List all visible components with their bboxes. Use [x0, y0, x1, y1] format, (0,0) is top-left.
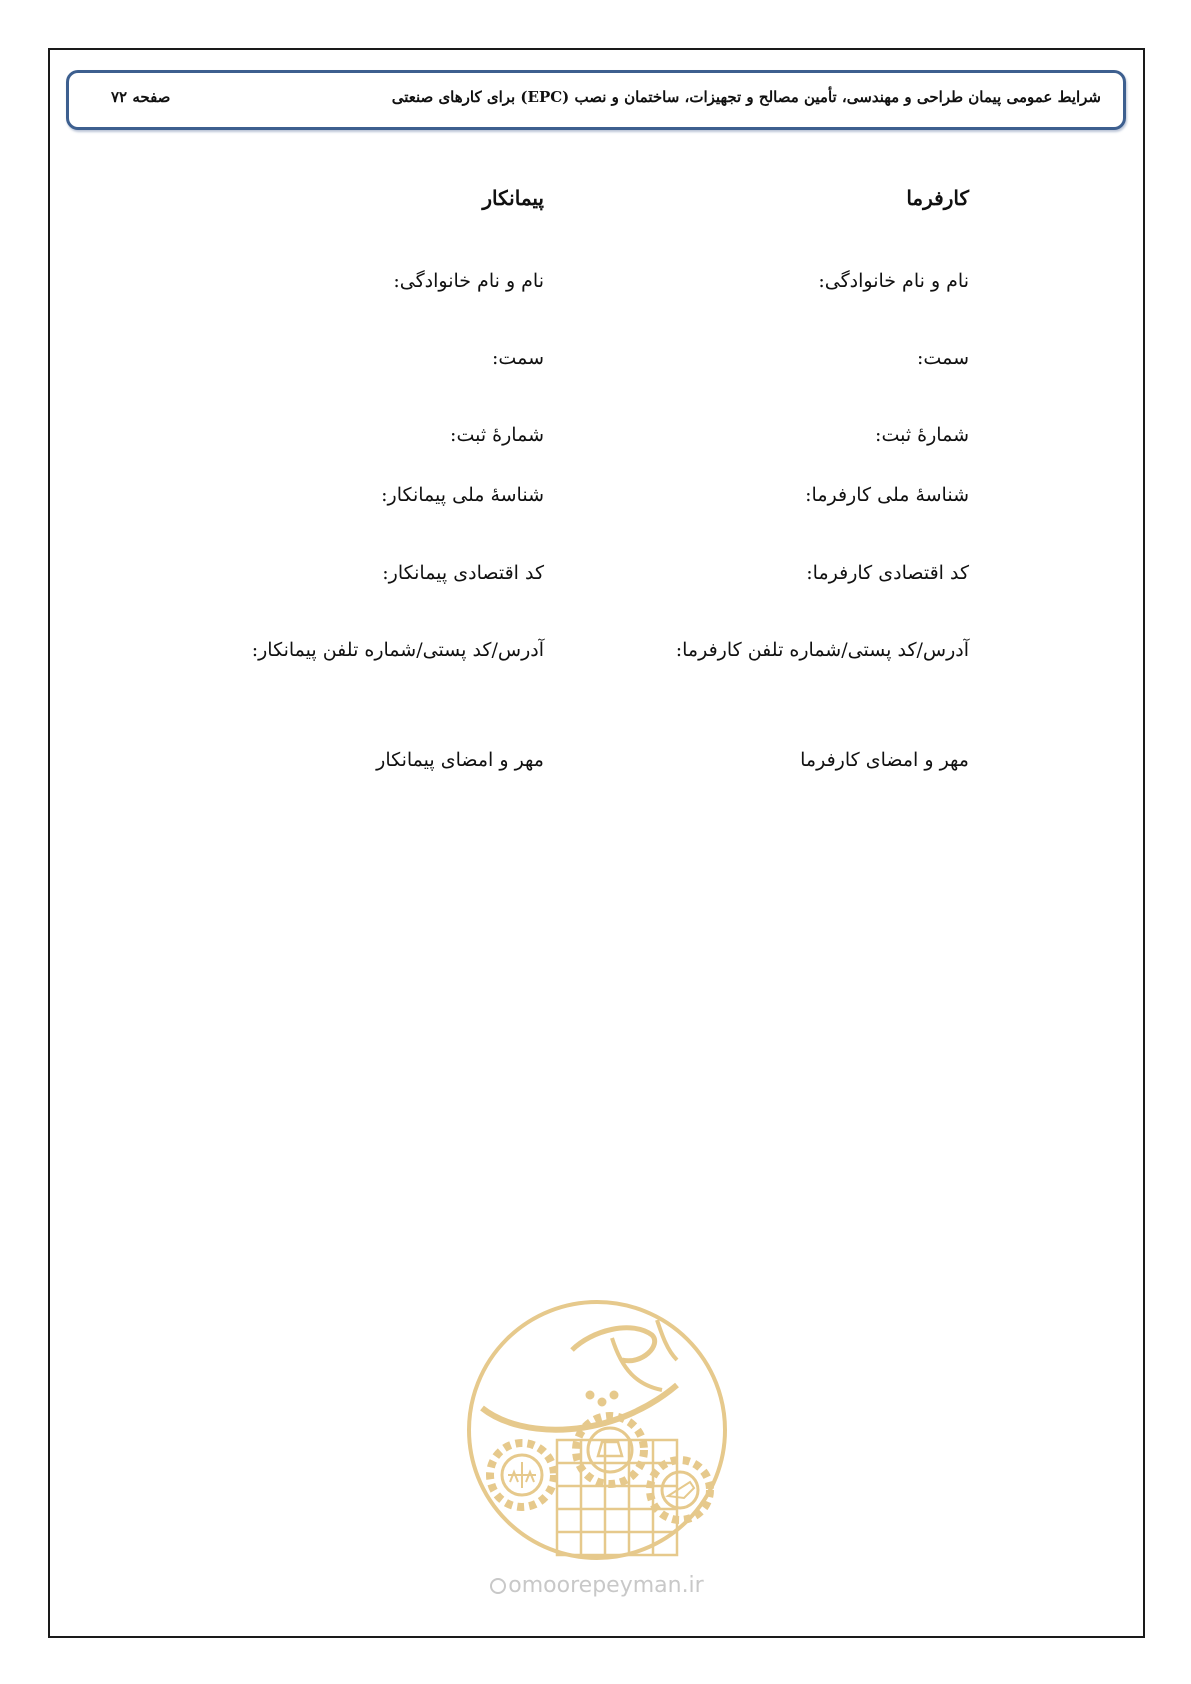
employer-registration-field: شمارۀ ثبت:	[875, 424, 969, 446]
employer-economic-code-field: کد اقتصادی کارفرما:	[806, 562, 969, 584]
page-header	[66, 70, 1126, 130]
employer-heading: کارفرما	[906, 186, 969, 210]
contractor-registration-field: شمارۀ ثبت:	[450, 424, 544, 446]
contractor-address-field: آدرس/کد پستی/شماره تلفن پیمانکار:	[251, 639, 544, 661]
employer-signature-field: مهر و امضای کارفرما	[800, 749, 969, 771]
page-number: صفحه ۷۲	[111, 88, 171, 106]
contractor-national-id-field: شناسۀ ملی پیمانکار:	[381, 484, 544, 506]
watermark-url-text: omoorepeyman.ir	[508, 1573, 704, 1598]
contractor-economic-code-field: کد اقتصادی پیمانکار:	[382, 562, 544, 584]
watermark-url	[462, 1573, 732, 1598]
employer-address-field: آدرس/کد پستی/شماره تلفن کارفرما:	[675, 639, 969, 661]
watermark-seal	[462, 1290, 732, 1620]
contractor-name-field: نام و نام خانوادگی:	[393, 270, 544, 292]
employer-position-field: سمت:	[917, 347, 969, 369]
document-title: شرایط عمومی پیمان طراحی و مهندسی، تأمین مصالح و تجهیزات، ساختمان و نصب (EPC) برای کارهای صنعتی	[391, 88, 1101, 106]
contractor-signature-field: مهر و امضای پیمانکار	[376, 749, 544, 771]
employer-national-id-field: شناسۀ ملی کارفرما:	[805, 484, 969, 506]
seal-logo-icon	[462, 1290, 732, 1570]
contractor-position-field: سمت:	[492, 347, 544, 369]
employer-name-field: نام و نام خانوادگی:	[818, 270, 969, 292]
globe-icon	[490, 1578, 506, 1594]
contractor-heading: پیمانکار	[482, 186, 544, 210]
